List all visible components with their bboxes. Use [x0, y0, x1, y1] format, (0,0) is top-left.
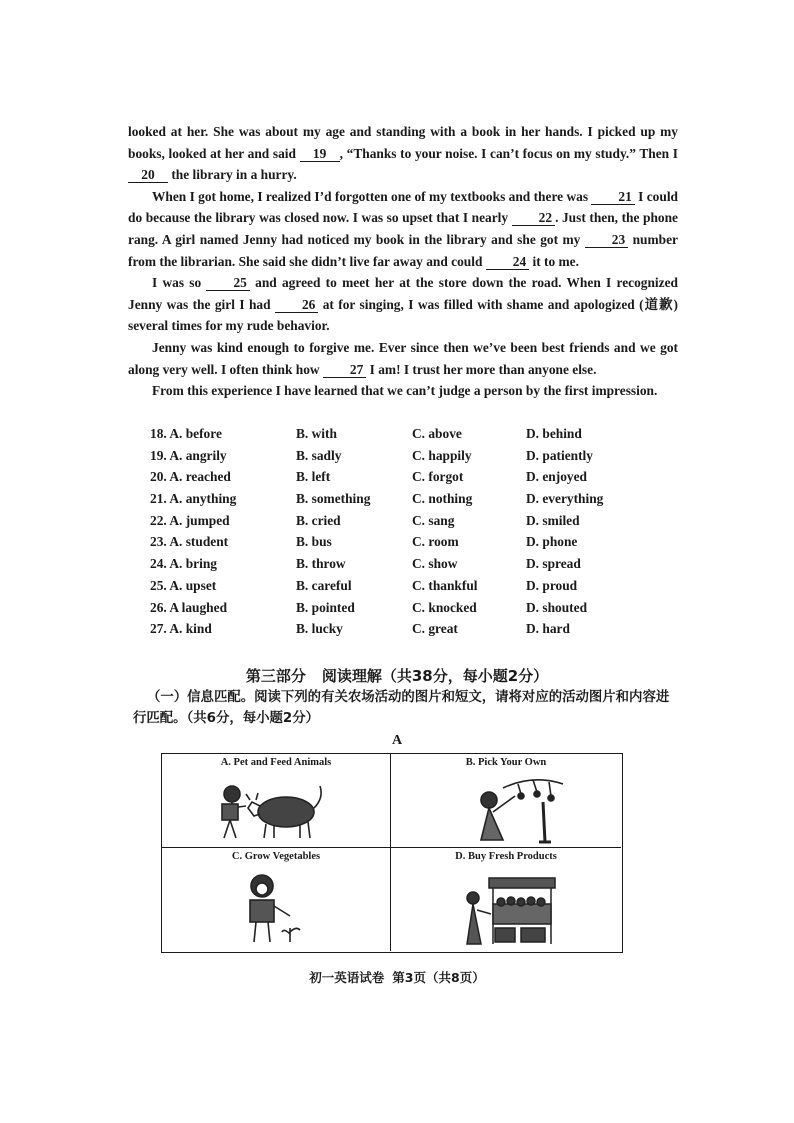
option: B. something: [296, 491, 371, 507]
blank-25: 25: [206, 275, 249, 291]
passage-text: From this experience I have learned that we can’t judge a person by the first impression.: [152, 383, 658, 399]
blank-24: 24: [486, 254, 529, 270]
option: D. behind: [526, 426, 582, 441]
girl-picking-fruit-illustration: [463, 774, 573, 844]
passage-text: the library in a hurry.: [168, 167, 297, 183]
option: D. everything: [526, 491, 604, 507]
option-row-21: [150, 488, 670, 510]
option: D. spread: [526, 556, 581, 572]
section-title: 阅读理解（共38分，每小题2分）: [321, 667, 549, 685]
activity-cell-c: [162, 848, 391, 951]
passage-text: number from the librarian. She said she didn’t live far away and could: [128, 231, 678, 269]
passage-text: it to me.: [529, 253, 579, 269]
activity-cell-a: [162, 754, 391, 848]
option: C. thankful: [412, 577, 478, 593]
option: C. room: [412, 534, 459, 550]
blank-23: 23: [585, 232, 628, 248]
activity-caption: B. Pick Your Own: [465, 757, 547, 768]
option: B. lucky: [296, 621, 343, 637]
activity-caption: A. Pet and Feed Animals: [220, 757, 332, 768]
passage-text: I am! I trust her more than anyone else.: [366, 361, 597, 377]
option: C. knocked: [412, 599, 477, 615]
option: 21. A. anything: [150, 491, 237, 507]
option: C. above: [412, 426, 462, 441]
option: D. patiently: [526, 447, 593, 463]
option: 22. A. jumped: [150, 512, 230, 528]
option: B. sadly: [296, 447, 342, 463]
option: 27. A. kind: [150, 621, 212, 637]
option: B. left: [296, 469, 331, 485]
option: 24. A. bring: [150, 556, 217, 572]
option: B. pointed: [296, 599, 355, 615]
option: B. bus: [296, 534, 332, 550]
passage-text: . Just then, the phone rang. A girl named Jenny had noticed my book in the library and she got my: [128, 210, 678, 247]
option: 19. A. angrily: [150, 447, 227, 463]
passage-text: I could do because the library was closed now. I was so upset that I nearly: [128, 188, 678, 226]
option: 25. A. upset: [150, 577, 217, 593]
passage-text: , “Thanks to your noise. I can’t focus on my study.” Then I: [339, 145, 678, 161]
option-row-25: [150, 575, 670, 597]
blank-21: 21: [591, 189, 634, 205]
blank-22: 22: [512, 210, 555, 226]
option-row-23: [150, 531, 670, 553]
option: C. show: [412, 556, 458, 572]
section-instruction: （一）信息匹配。阅读下列的有关农场活动的图片和短文，请将对应的活动图片和内容进行匹配。（共6分，每小题2分）: [133, 690, 670, 726]
option: B. careful: [296, 577, 352, 593]
activity-cell-b: [391, 754, 621, 848]
paragraph-4: [128, 337, 678, 380]
activity-cell-d: [391, 848, 621, 951]
option: C. forgot: [412, 469, 464, 485]
option: 18. A. before: [150, 426, 222, 441]
paragraph-2: [128, 186, 678, 272]
grid-label: A: [391, 733, 403, 748]
page-footer: [0, 968, 794, 986]
passage-text: looked at her. She was about my age and standing with a book in her hands. I picked up my books, looked at her and said: [128, 124, 678, 161]
option: C. sang: [412, 512, 455, 528]
option-row-26: [150, 597, 670, 619]
activity-picture-grid: [161, 753, 623, 953]
option-row-22: [150, 510, 670, 532]
option: D. hard: [526, 621, 570, 637]
blank-20: 20: [128, 167, 168, 183]
option: D. phone: [526, 534, 578, 550]
activity-caption: D. Buy Fresh Products: [455, 851, 557, 862]
option: 20. A. reached: [150, 469, 231, 485]
option: C. great: [412, 621, 458, 637]
cloze-passage: [128, 121, 678, 402]
blank-27: 27: [323, 362, 366, 378]
blank-19: 19: [300, 146, 340, 162]
answer-options: [150, 423, 670, 640]
option-row-19: [150, 445, 670, 467]
option: C. nothing: [412, 491, 473, 507]
option-row-24: [150, 553, 670, 575]
section-heading: [0, 665, 794, 686]
option-row-18: [150, 423, 670, 445]
child-watering-plant-illustration: [238, 872, 308, 946]
option: 23. A. student: [150, 534, 229, 550]
passage-text: and agreed to meet her at the store down the road. When I recognized Jenny was the girl I had: [128, 275, 678, 312]
option-row-27: [150, 618, 670, 640]
exam-name: 初一英语试卷: [309, 970, 385, 985]
option: D. enjoyed: [526, 469, 587, 485]
option: B. throw: [296, 556, 346, 572]
passage-text: I was so: [152, 275, 207, 291]
passage-text: When I got home, I realized I’d forgotten one of my textbooks and there was: [152, 188, 592, 204]
paragraph-1: [128, 121, 678, 186]
blank-26: 26: [275, 297, 318, 313]
paragraph-5: [128, 380, 678, 402]
paragraph-3: [128, 272, 678, 337]
section-part: 第三部分: [245, 667, 306, 685]
option: C. happily: [412, 447, 472, 463]
option: B. with: [296, 426, 337, 441]
page-number: 第3页（共8页）: [392, 970, 485, 985]
passage-text: Jenny was kind enough to forgive me. Ever since then we’ve been best friends and we got along very well. I often think how: [128, 339, 678, 377]
option: D. proud: [526, 577, 578, 593]
activity-caption: C. Grow Vegetables: [231, 851, 321, 862]
option: 26. A laughed: [150, 599, 228, 615]
market-stall-illustration: [459, 874, 559, 946]
option: D. smiled: [526, 512, 580, 528]
child-feeding-cow-illustration: [214, 776, 334, 842]
passage-text: at for singing, I was filled with shame and apologized (道歉) several times for my rude behavior.: [128, 296, 678, 334]
option: B. cried: [296, 512, 341, 528]
option-row-20: [150, 466, 670, 488]
option: D. shouted: [526, 599, 588, 615]
